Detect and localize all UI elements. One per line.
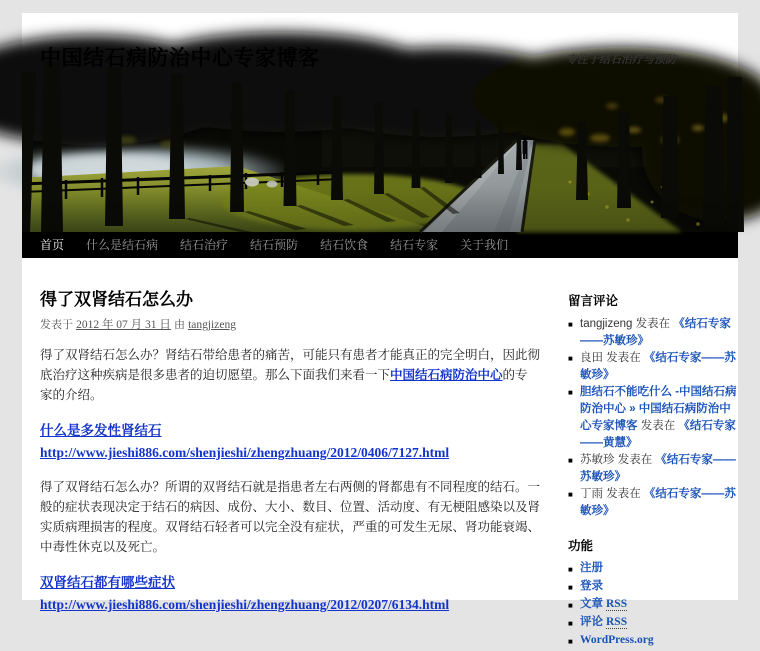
comment-author: 丁雨 bbox=[580, 488, 603, 500]
comment-text bbox=[580, 350, 738, 384]
meta-item-register bbox=[568, 561, 738, 578]
related-link-1-url: http://www.jieshi886.com/shenjieshi/zhengzhuang/2012/0406/7127.html bbox=[40, 445, 450, 460]
header-image bbox=[22, 82, 738, 232]
bullet-icon: ■ bbox=[568, 388, 573, 397]
login-label: 登录 bbox=[580, 580, 603, 592]
comment-item bbox=[568, 350, 738, 384]
comment-item bbox=[568, 452, 738, 486]
comments-rss-abbr: RSS bbox=[606, 616, 628, 628]
comment-on-label: 发表在 bbox=[606, 488, 641, 500]
stone-center-link[interactable]: 中国结石病防治中心 bbox=[390, 368, 503, 382]
posts-rss-link[interactable] bbox=[580, 597, 627, 614]
bullet-icon: ■ bbox=[568, 354, 573, 363]
comment-item bbox=[568, 486, 738, 520]
comment-text bbox=[580, 452, 738, 486]
post-meta-posted-label: 发表于 bbox=[40, 319, 73, 331]
comment-post-link[interactable]: 《结石专家——苏敏珍》 bbox=[580, 454, 736, 483]
nav-link-stone-prevention[interactable]: 结石预防 bbox=[250, 238, 299, 252]
wordpress-org-label: WordPress.org bbox=[580, 634, 654, 646]
comment-post-link[interactable]: 《结石专家——苏敏珍》 bbox=[580, 318, 731, 347]
comment-author: 苏敏珍 bbox=[580, 454, 615, 466]
site-header bbox=[22, 13, 738, 82]
nav-item-stone-treatment[interactable] bbox=[169, 232, 239, 258]
recent-comments-list bbox=[568, 316, 738, 520]
post-meta bbox=[40, 316, 540, 332]
comment-item bbox=[568, 316, 738, 350]
bullet-icon: ■ bbox=[568, 565, 573, 574]
sidebar bbox=[568, 289, 738, 651]
comment-on-label: 发表在 bbox=[617, 454, 653, 466]
site-title[interactable]: 中国结石病防治中心专家博客 bbox=[40, 47, 320, 70]
comment-post-link[interactable]: 《结石专家——苏敏珍》 bbox=[580, 488, 736, 517]
comment-text bbox=[580, 316, 738, 350]
register-label: 注册 bbox=[580, 562, 603, 574]
post-title: 得了双肾结石怎么办 bbox=[40, 290, 193, 309]
comment-text bbox=[580, 384, 738, 452]
bullet-icon: ■ bbox=[568, 320, 573, 329]
bullet-icon: ■ bbox=[568, 637, 573, 646]
nav-item-about-us[interactable] bbox=[449, 232, 519, 258]
posts-rss-abbr: RSS bbox=[606, 598, 628, 610]
nav-link-stone-diet[interactable]: 结石饮食 bbox=[320, 238, 369, 252]
comment-item bbox=[568, 384, 738, 452]
register-link[interactable] bbox=[580, 561, 603, 578]
related-link-2 bbox=[40, 572, 540, 616]
related-link-2-title: 双肾结石都有哪些症状 bbox=[40, 575, 175, 590]
bullet-icon: ■ bbox=[568, 490, 573, 499]
nav-link-what-is-stone-disease[interactable]: 什么是结石病 bbox=[86, 238, 159, 252]
post-meta-by-label: 由 bbox=[174, 319, 185, 331]
comment-text bbox=[580, 486, 738, 520]
bullet-icon: ■ bbox=[568, 619, 573, 628]
post-body bbox=[40, 345, 540, 616]
post-date-link[interactable]: 2012 年 07 月 31 日 bbox=[76, 319, 171, 331]
comment-author: 良田 bbox=[580, 352, 603, 364]
bullet-icon: ■ bbox=[568, 601, 573, 610]
related-link-1 bbox=[40, 420, 540, 464]
meta-item-posts-rss bbox=[568, 597, 738, 614]
paragraph-1 bbox=[40, 345, 540, 405]
nav-link-stone-experts[interactable]: 结石专家 bbox=[390, 238, 439, 252]
nav-link-about-us[interactable]: 关于我们 bbox=[460, 238, 509, 252]
comment-post-link[interactable]: 《结石专家——黄慧》 bbox=[580, 420, 736, 449]
comment-on-label: 发表在 bbox=[606, 352, 641, 364]
paragraph-2: 得了双肾结石怎么办？所谓的双肾结石就是指患者左右两侧的肾都患有不同程度的结石。一般的症状表现决定于结石的病因、成份、大小、数目、位置、活动度、有无梗阻感染以及肾实质病理损害的程度。双肾结石轻者可以完全没有症状，严重的可发生无尿、肾功能衰竭、中毒性休克以及死亡。 bbox=[40, 480, 541, 554]
meta-list bbox=[568, 561, 738, 650]
comment-author: tangjizeng bbox=[580, 318, 633, 330]
nav-item-what-is-stone-disease[interactable] bbox=[75, 232, 169, 258]
nav-link-stone-treatment[interactable]: 结石治疗 bbox=[180, 238, 229, 252]
meta-widget-title: 功能 bbox=[568, 539, 594, 553]
meta-item-comments-rss bbox=[568, 615, 738, 632]
comments-rss-label: 评论 bbox=[580, 616, 603, 628]
site-tagline: 专注于结石治疗与预防 bbox=[566, 54, 676, 66]
content-area bbox=[22, 289, 738, 651]
paragraph-1-text: 得了双肾结石怎么办？肾结石带给患者的痛苦，可能只有患者才能真正的完全明白，因此彻底治疗这种疾病是很多患者的迫切愿望。那么下面我们来看一下 bbox=[40, 348, 541, 382]
related-link-1-title: 什么是多发性肾结石 bbox=[40, 423, 162, 438]
wordpress-org-link[interactable] bbox=[580, 633, 654, 650]
comment-on-label: 发表在 bbox=[640, 420, 676, 432]
nav-item-stone-prevention[interactable] bbox=[239, 232, 309, 258]
meta-widget bbox=[568, 536, 738, 650]
comments-rss-link[interactable] bbox=[580, 615, 627, 632]
bullet-icon: ■ bbox=[568, 456, 573, 465]
comment-on-label: 发表在 bbox=[635, 318, 671, 330]
meta-item-wordpress-org bbox=[568, 633, 738, 650]
pingback-author-link[interactable]: 胆结石不能吃什么 -中国结石病防治中心 » 中国结石病防治中心专家博客 bbox=[580, 386, 737, 432]
recent-comments-title: 留言评论 bbox=[568, 294, 619, 308]
related-link-2-url: http://www.jieshi886.com/shenjieshi/zhengzhuang/2012/0207/6134.html bbox=[40, 597, 450, 612]
meta-item-login bbox=[568, 579, 738, 596]
related-link-2-anchor[interactable] bbox=[40, 575, 449, 612]
post-author-link[interactable]: tangjizeng bbox=[188, 319, 236, 331]
posts-rss-label: 文章 bbox=[580, 598, 603, 610]
article-column bbox=[40, 289, 540, 651]
comment-post-link[interactable]: 《结石专家——苏敏珍》 bbox=[580, 352, 736, 381]
login-link[interactable] bbox=[580, 579, 603, 596]
related-link-1-anchor[interactable] bbox=[40, 423, 449, 460]
nav-item-home[interactable] bbox=[29, 232, 75, 258]
main-navigation bbox=[22, 232, 738, 258]
nav-item-stone-diet[interactable] bbox=[309, 232, 379, 258]
nav-link-home[interactable]: 首页 bbox=[40, 238, 65, 252]
nav-item-stone-experts[interactable] bbox=[379, 232, 449, 258]
bullet-icon: ■ bbox=[568, 583, 573, 592]
paragraph-1-tail: 的专家的介绍。 bbox=[40, 368, 528, 402]
page-container bbox=[22, 13, 738, 646]
